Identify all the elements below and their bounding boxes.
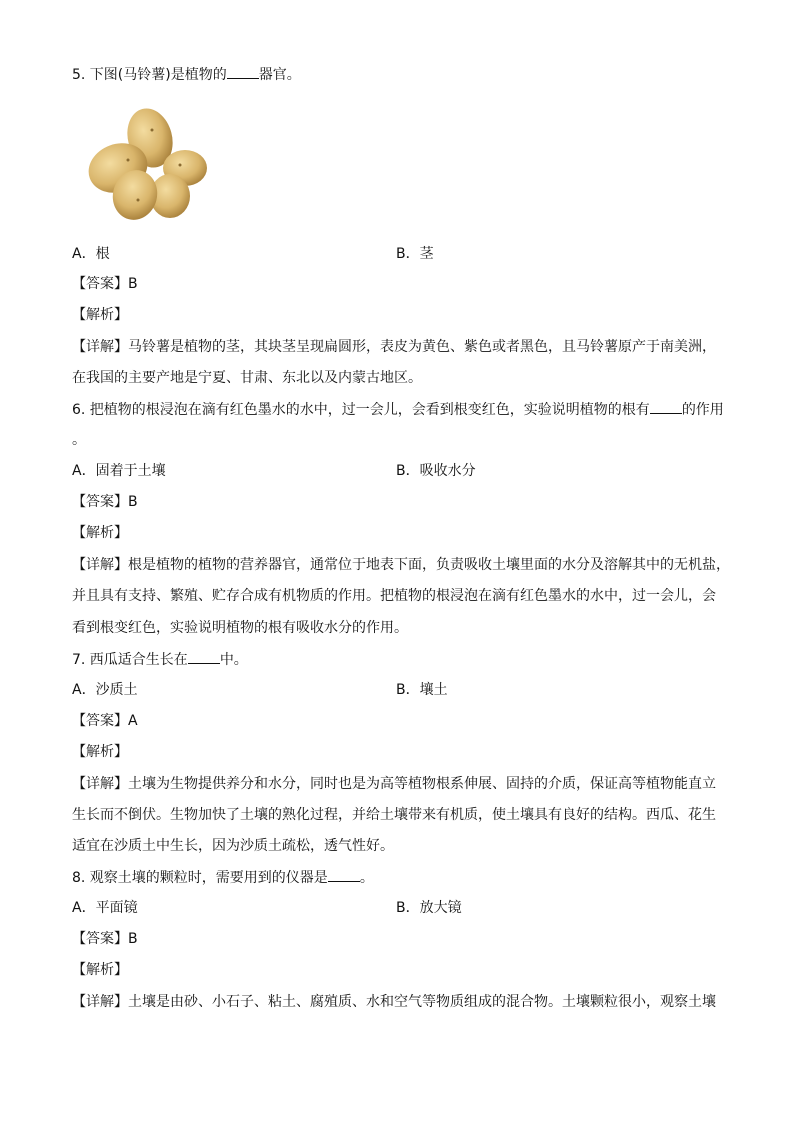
q7-option-a: A．沙质土 xyxy=(72,682,138,698)
potato-icon xyxy=(80,100,215,225)
q6-stem-text: 6. 把植物的根浸泡在滴有红色墨水的水中，过一会儿，会看到根变红色，实验说明植物的根有 xyxy=(72,402,650,418)
q5-option-b: B．茎 xyxy=(396,246,434,262)
q8-option-a: A．平面镜 xyxy=(72,900,138,916)
q7-stem-text: 7. 西瓜适合生长在 xyxy=(72,652,188,668)
q8-answer: 【答案】B xyxy=(72,931,138,947)
q8-analysis: 【解析】 xyxy=(72,962,128,978)
q7-analysis: 【解析】 xyxy=(72,744,128,760)
q6-stem-end: 的作用 xyxy=(681,402,724,418)
q5-stem xyxy=(72,64,301,85)
q5-stem-text: 5. 下图(马铃薯)是植物的 xyxy=(72,67,227,83)
q7-stem xyxy=(72,649,248,670)
q6-option-a: A．固着于土壤 xyxy=(72,463,166,479)
q8-blank xyxy=(328,867,360,882)
q6-option-b: B．吸收水分 xyxy=(396,463,476,479)
q7-option-b: B．壤土 xyxy=(396,682,448,698)
q5-stem-end: 器官。 xyxy=(258,67,301,83)
q5-detail-1: 【详解】马铃薯是植物的茎，其块茎呈现扁圆形，表皮为黄色、紫色或者黑色，且马铃薯原产于南美洲， xyxy=(72,339,716,355)
q6-answer: 【答案】B xyxy=(72,494,138,510)
q5-answer: 【答案】B xyxy=(72,276,138,292)
q5-blank xyxy=(227,64,259,79)
q7-answer: 【答案】A xyxy=(72,713,138,729)
q7-detail-1: 【详解】土壤为生物提供养分和水分，同时也是为高等植物根系伸展、固持的介质，保证高等植物能直立 xyxy=(72,776,716,792)
q8-detail-1: 【详解】土壤是由砂、小石子、粘土、腐殖质、水和空气等物质组成的混合物。土壤颗粒很小，观察土壤 xyxy=(72,994,716,1010)
q6-blank xyxy=(650,399,682,414)
q8-stem xyxy=(72,867,374,888)
q8-stem-end: 。 xyxy=(359,870,374,886)
q7-detail-2: 生长而不倒伏。生物加快了土壤的熟化过程，并给土壤带来有机质，使土壤具有良好的结构。西瓜、花生 xyxy=(72,807,716,823)
q8-option-b: B．放大镜 xyxy=(396,900,462,916)
q5-detail-2: 在我国的主要产地是宁夏、甘肃、东北以及内蒙古地区。 xyxy=(72,370,422,386)
q6-detail-3: 看到根变红色，实验说明植物的根有吸收水分的作用。 xyxy=(72,620,408,636)
q5-analysis: 【解析】 xyxy=(72,307,128,323)
q6-stem xyxy=(72,399,724,420)
q7-blank xyxy=(188,649,220,664)
q5-option-a: A．根 xyxy=(72,246,110,262)
q6-analysis: 【解析】 xyxy=(72,525,128,541)
q7-stem-end: 中。 xyxy=(219,652,248,668)
q6-detail-2: 并且具有支持、繁殖、贮存合成有机物质的作用。把植物的根浸泡在滴有红色墨水的水中，过一会儿，会 xyxy=(72,588,716,604)
q6-detail-1: 【详解】根是植物的植物的营养器官，通常位于地表下面，负责吸收土壤里面的水分及溶解其中的无机盐， xyxy=(72,557,730,573)
q7-detail-3: 适宜在沙质土中生长，因为沙质土疏松，透气性好。 xyxy=(72,838,394,854)
q8-stem-text: 8. 观察土壤的颗粒时，需要用到的仪器是 xyxy=(72,870,328,886)
potato-image xyxy=(80,100,215,225)
q6-stem-line2: 。 xyxy=(72,432,86,448)
